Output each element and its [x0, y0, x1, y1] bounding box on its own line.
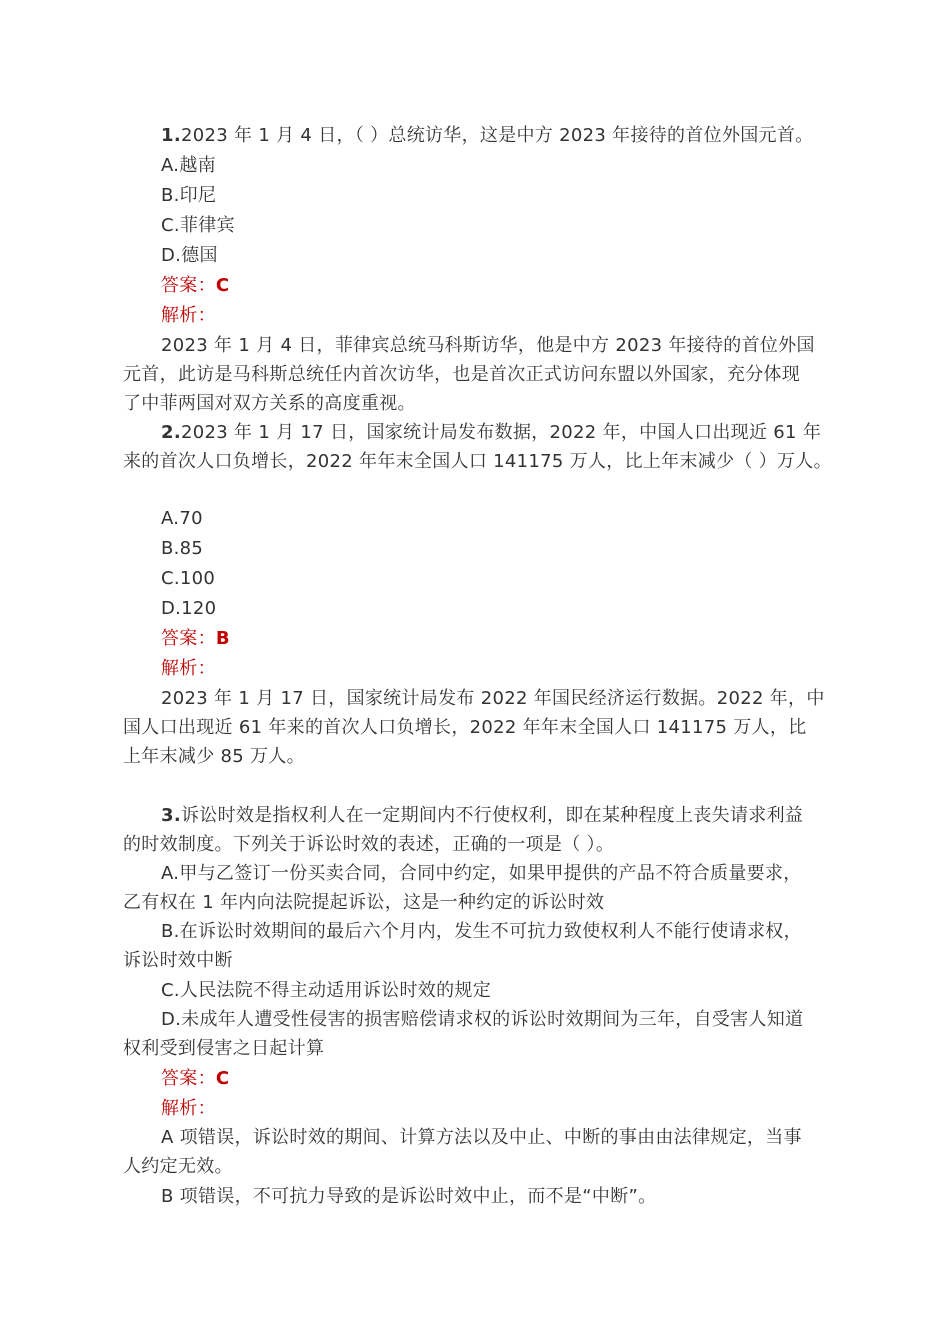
question-1-analysis-line: 2023 年 1 月 4 日，菲律宾总统马科斯访华，他是中方 2023 年接待的首位外国: [161, 335, 815, 356]
question-2-answer: 答案：B: [161, 628, 230, 649]
question-2-option-c: C.100: [161, 568, 216, 589]
question-1-option-d: D.德国: [161, 245, 218, 266]
question-2-option-b: B.85: [161, 538, 204, 559]
question-2-option-a: A.70: [161, 508, 203, 529]
question-3-option-a: A.甲与乙签订一份买卖合同，合同中约定，如果甲提供的产品不符合质量要求，: [161, 863, 802, 884]
question-2-stem: 2.2023 年 1 月 17 日，国家统计局发布数据，2022 年，中国人口出现近 61 年: [161, 422, 822, 443]
question-3-answer: 答案：C: [161, 1068, 230, 1089]
question-1-option-c: C.菲律宾: [161, 215, 235, 236]
question-2-analysis-line: 上年末减少 85 万人。: [123, 746, 305, 767]
question-3-analysis-line: B 项错误，不可抗力导致的是诉讼时效中止，而不是“中断”。: [161, 1186, 657, 1207]
question-3-option-b: B.在诉讼时效期间的最后六个月内，发生不可抗力致使权利人不能行使请求权，: [161, 921, 802, 942]
question-3-option-d: D.未成年人遭受性侵害的损害赔偿请求权的诉讼时效期间为三年，自受害人知道: [161, 1009, 804, 1030]
question-number: 2.: [161, 422, 181, 443]
question-number: 1.: [161, 125, 181, 146]
question-1-answer: 答案：C: [161, 275, 230, 296]
question-1-option-b: B.印尼: [161, 185, 217, 206]
question-3-analysis-label: 解析：: [161, 1098, 216, 1119]
question-2-stem-cont: 来的首次人口负增长，2022 年年末全国人口 141175 万人，比上年末减少（ ）万人。: [123, 451, 832, 472]
question-3-option-c: C.人民法院不得主动适用诉讼时效的规定: [161, 980, 491, 1001]
question-1-stem: 1.2023 年 1 月 4 日，（ ）总统访华，这是中方 2023 年接待的首位外国元首。: [161, 125, 814, 146]
question-2-analysis-label: 解析：: [161, 658, 216, 679]
question-3-option-d-cont: 权利受到侵害之日起计算: [123, 1038, 325, 1059]
question-1-analysis-label: 解析：: [161, 305, 216, 326]
question-3-stem-cont: 的时效制度。下列关于诉讼时效的表述，正确的一项是（ ）。: [123, 834, 615, 855]
question-2-analysis-line: 国人口出现近 61 年来的首次人口负增长，2022 年年末全国人口 141175 万人，比: [123, 717, 807, 738]
question-1-option-a: A.越南: [161, 155, 216, 176]
question-1-analysis-line: 了中菲两国对双方关系的高度重视。: [123, 393, 416, 414]
question-3-option-a-cont: 乙有权在 1 年内向法院提起诉讼，这是一种约定的诉讼时效: [123, 892, 605, 913]
question-3-analysis-line: A 项错误，诉讼时效的期间、计算方法以及中止、中断的事由由法律规定，当事: [161, 1127, 802, 1148]
question-2-option-d: D.120: [161, 598, 217, 619]
question-2-analysis-line: 2023 年 1 月 17 日，国家统计局发布 2022 年国民经济运行数据。2022 年，中: [161, 688, 825, 709]
question-3-option-b-cont: 诉讼时效中断: [123, 950, 233, 971]
question-number: 3.: [161, 805, 181, 826]
question-1-analysis-line: 元首，此访是马科斯总统任内首次访华，也是首次正式访问东盟以外国家，充分体现: [123, 364, 801, 385]
question-3-analysis-line: 人约定无效。: [123, 1156, 233, 1177]
question-3-stem: 3.诉讼时效是指权利人在一定期间内不行使权利，即在某种程度上丧失请求利益: [161, 805, 804, 826]
